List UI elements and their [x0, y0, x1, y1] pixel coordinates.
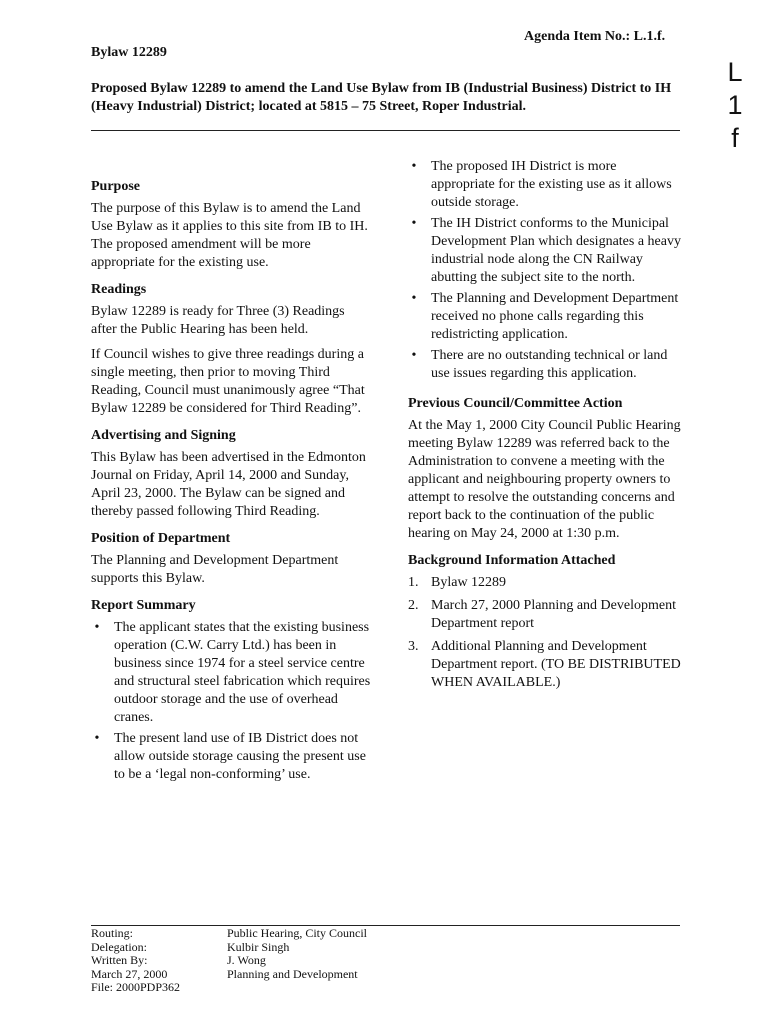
- bullet-icon: •: [411, 291, 417, 306]
- list-item: [408, 638, 683, 692]
- report-summary-section: [91, 597, 371, 784]
- list-item-text: There are no outstanding technical or land use issues regarding this application.: [431, 348, 668, 381]
- readings-paragraph: Bylaw 12289 is ready for Three (3) Readings after the Public Hearing has been held.: [91, 304, 345, 337]
- item-number: 2.: [408, 598, 419, 613]
- list-item: [408, 347, 683, 383]
- side-mark-letter-f: f: [731, 123, 739, 153]
- readings-paragraph: If Council wishes to give three readings during a single meeting, then prior to moving Third Reading, Council must unanimously agree “That Bylaw 12289 be considered for Third Reading”.: [91, 347, 365, 416]
- background-section: [408, 552, 683, 692]
- list-item: [408, 290, 683, 344]
- footer-row: [91, 954, 367, 968]
- readings-section: [91, 281, 371, 418]
- footer-label: Routing:: [91, 926, 134, 940]
- bullet-icon: •: [94, 620, 100, 635]
- footer-value: Kulbir Singh: [227, 939, 290, 954]
- footer-value: Planning and Development: [227, 966, 358, 981]
- footer-file-number: [91, 981, 367, 995]
- list-item: [408, 597, 683, 633]
- file-number: File: 2000PDP362: [91, 980, 181, 994]
- report-summary-list: [91, 619, 371, 784]
- agenda-item-number: Agenda Item No.: L.1.f.: [524, 29, 666, 44]
- list-item-text: March 27, 2000 Planning and Development Department report: [431, 598, 676, 631]
- header-divider: [91, 130, 680, 131]
- readings-heading: Readings: [91, 282, 147, 297]
- background-list: [408, 574, 683, 692]
- list-item-text: The Planning and Development Department received no phone calls regarding this redistricting application.: [431, 291, 679, 342]
- bullet-icon: •: [94, 731, 100, 746]
- previous-action-text: At the May 1, 2000 City Council Public Hearing meeting Bylaw 12289 was referred back to the Administration to convene a meeting with the applicant and neighbouring property owners to attempt to resolve the outstanding concerns and report back to the continuation of the public hearing on May 24, 2000 at 1:30 p.m.: [408, 418, 681, 541]
- left-column: [91, 178, 371, 793]
- list-item-text: The proposed IH District is more appropriate for the existing use as it allows outside storage.: [431, 159, 672, 210]
- bullet-icon: •: [411, 216, 417, 231]
- list-item-text: The applicant states that the existing business operation (C.W. Carry Ltd.) has been in business since 1974 for a steel service centre and structural steel fabrication which requires outdoor storage and the use of overhead cranes.: [114, 620, 371, 725]
- side-mark-letter-l: L: [727, 57, 743, 87]
- bullet-icon: •: [411, 348, 417, 363]
- previous-action-heading: Previous Council/Committee Action: [408, 396, 623, 411]
- list-item: [91, 730, 371, 784]
- right-column: [408, 158, 683, 701]
- bullet-icon: •: [411, 159, 417, 174]
- footer-value: Public Hearing, City Council: [227, 926, 367, 940]
- position-section: [91, 530, 371, 588]
- list-item: [408, 158, 683, 212]
- list-item: [408, 574, 683, 592]
- position-text: The Planning and Development Department supports this Bylaw.: [91, 553, 339, 586]
- previous-action-section: [408, 395, 683, 543]
- position-heading: Position of Department: [91, 531, 231, 546]
- footer-label: March 27, 2000: [91, 966, 168, 981]
- footer-row: [91, 968, 367, 982]
- list-item-text: Bylaw 12289: [431, 575, 507, 590]
- purpose-heading: Purpose: [91, 179, 140, 194]
- footer-label: Delegation:: [91, 939, 147, 954]
- purpose-section: [91, 178, 371, 272]
- background-heading: Background Information Attached: [408, 553, 616, 568]
- side-tab-marker: [724, 56, 746, 155]
- list-item-text: Additional Planning and Development Department report. (TO BE DISTRIBUTED WHEN AVAILABLE.): [431, 639, 681, 690]
- footer-divider: [91, 925, 680, 926]
- footer-label: Written By:: [91, 953, 148, 967]
- document-title: Proposed Bylaw 12289 to amend the Land Use Bylaw from IB (Industrial Business) District to IH (Heavy Industrial) District; located at 5815 – 75 Street, Roper Industrial.: [91, 81, 672, 114]
- advertising-heading: Advertising and Signing: [91, 428, 236, 443]
- summary-continued-list: [408, 158, 683, 383]
- list-item-text: The IH District conforms to the Municipal Development Plan which designates a heavy industrial node along the CN Railway abutting the subject site to the north.: [431, 216, 681, 285]
- footer-row: [91, 941, 367, 955]
- list-item: [408, 215, 683, 287]
- advertising-text: This Bylaw has been advertised in the Edmonton Journal on Friday, April 14, 2000 and Sunday, April 23, 2000. The Bylaw can be signed and thereby passed following Third Reading.: [91, 450, 366, 519]
- item-number: 1.: [408, 575, 419, 590]
- purpose-text: The purpose of this Bylaw is to amend the Land Use Bylaw as it applies to this site from IB to IH. The proposed amendment will be more appropriate for the existing use.: [91, 201, 368, 270]
- bylaw-number: Bylaw 12289: [91, 45, 167, 60]
- item-number: 3.: [408, 639, 419, 654]
- list-item: [91, 619, 371, 727]
- footer-value: J. Wong: [227, 953, 266, 967]
- routing-footer: [91, 927, 367, 995]
- side-mark-digit: 1: [727, 90, 743, 120]
- list-item-text: The present land use of IB District does not allow outside storage causing the present use to be a ‘legal non-conforming’ use.: [114, 731, 366, 782]
- footer-row: [91, 927, 367, 941]
- advertising-section: [91, 427, 371, 521]
- report-summary-heading: Report Summary: [91, 598, 196, 613]
